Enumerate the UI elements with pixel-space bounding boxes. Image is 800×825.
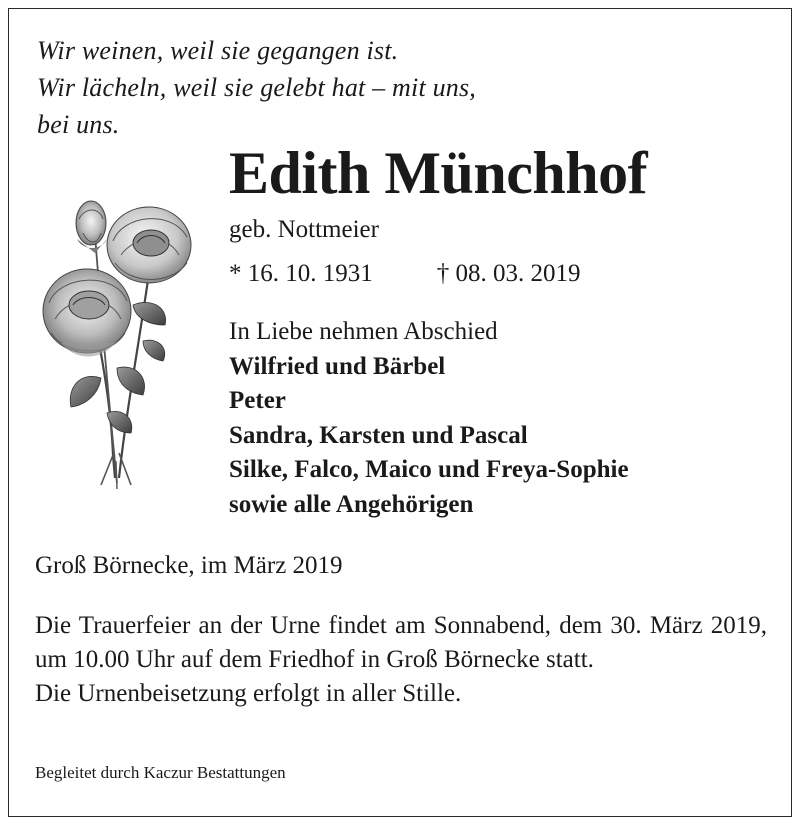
roses-icon [31,193,211,493]
mourner-line-3: Sandra, Karsten und Pascal [229,421,528,449]
mourner-line-2: Peter [229,387,286,415]
obituary-notice [8,8,792,817]
mourner-line-1: Wilfried und Bärbel [229,352,446,380]
burial-note: Die Urnenbeisetzung erfolgt in aller Stille. [35,680,462,707]
death-date: † 08. 03. 2019 [436,260,581,287]
place-date: Groß Börnecke, im März 2019 [35,552,343,579]
funeral-home-credit: Begleitet durch Kaczur Bestattungen [35,763,286,782]
motto-line-3: bei uns. [37,110,120,139]
motto-line-1: Wir weinen, weil sie gegangen ist. [37,36,399,65]
mourner-line-4: Silke, Falco, Maico und Freya-Sophie [229,456,629,484]
service-paragraph: Die Trauerfeier an der Urne findet am Sonnabend, dem 30. März 2019, um 10.00 Uhr auf dem Friedhof in Groß Börnecke statt. [35,612,767,673]
life-dates [229,257,581,291]
birth-name: geb. Nottmeier [229,216,379,243]
birth-date: * 16. 10. 1931 [229,260,373,287]
motto-line-2: Wir lächeln, weil sie gelebt hat – mit uns, [37,73,476,102]
mourners-block [229,315,629,523]
mourner-line-5: sowie alle Angehörigen [229,490,474,518]
farewell-intro: In Liebe nehmen Abschied [229,318,498,345]
deceased-name: Edith Münchhof [229,140,648,206]
service-info [35,609,767,711]
motto-quote [37,32,476,143]
